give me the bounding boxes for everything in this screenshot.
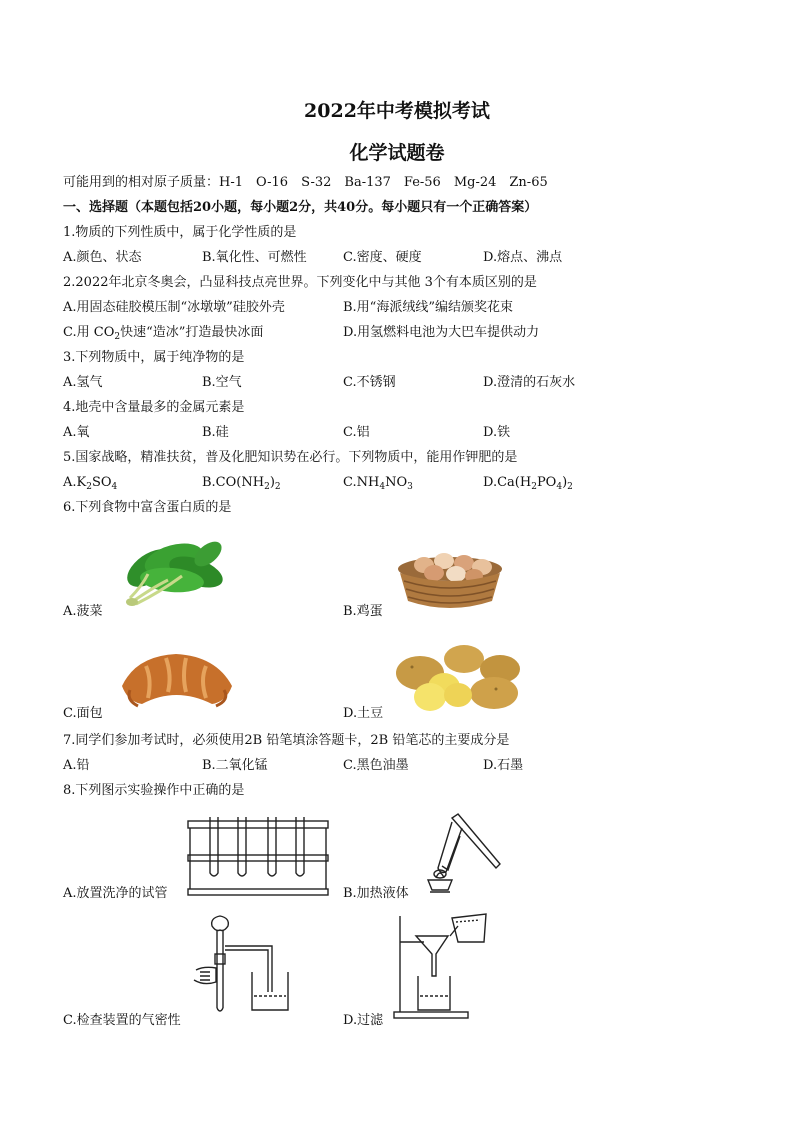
q7-stem: 7.同学们参加考试时，必须使用2B 铅笔填涂答题卡，2B 铅笔芯的主要成分是 bbox=[63, 733, 510, 748]
q7-option-c: C.黑色油墨 bbox=[343, 758, 409, 773]
q2-option-c: C.用 $CO_2$快速“造冰”打造最快冰面 bbox=[63, 325, 264, 342]
q4-stem: 4.地壳中含量最多的金属元素是 bbox=[63, 400, 245, 415]
atomic-masses: 可能用到的相对原子质量：H-1 O-16 S-32 Ba-137 Fe-56 Mg-24 Zn-65 bbox=[63, 175, 548, 190]
q1-stem: 1.物质的下列性质中，属于化学性质的是 bbox=[63, 225, 297, 240]
spinach-image bbox=[112, 528, 230, 610]
q1-option-c: C.密度、硬度 bbox=[343, 250, 422, 265]
q2-option-d: D.用氢燃料电池为大巴车提供动力 bbox=[343, 325, 540, 340]
airtightness-check-diagram bbox=[190, 912, 296, 1020]
q5-option-d: $D.Ca(H_2PO_4)_2$ bbox=[483, 475, 573, 492]
test-tube-rack-diagram bbox=[186, 815, 330, 897]
q4-option-b: B.硅 bbox=[202, 425, 229, 440]
q2-option-b: B.用“海派绒线”编结颁奖花束 bbox=[343, 300, 513, 315]
filtration-diagram bbox=[392, 912, 494, 1022]
q8-option-b: B.加热液体 bbox=[343, 886, 409, 901]
q3-option-c: C.不锈钢 bbox=[343, 375, 396, 390]
section-heading: 一、选择题（本题包括20小题，每小题2分，共40分。每小题只有一个正确答案） bbox=[63, 200, 538, 215]
q5-option-c: $C.NH_4NO_3$ bbox=[343, 475, 413, 492]
q8-option-c: C.检查装置的气密性 bbox=[63, 1013, 181, 1028]
q2-option-a: A.用固态硅胶模压制“冰墩墩”硅胶外壳 bbox=[63, 300, 285, 315]
q6-option-d: D.土豆 bbox=[343, 706, 384, 721]
q6-option-c: C.面包 bbox=[63, 706, 103, 721]
q4-option-d: D.铁 bbox=[483, 425, 511, 440]
q6-option-b: B.鸡蛋 bbox=[343, 604, 383, 619]
q3-stem: 3.下列物质中，属于纯净物的是 bbox=[63, 350, 245, 365]
q8-stem: 8.下列图示实验操作中正确的是 bbox=[63, 783, 245, 798]
heating-liquid-diagram bbox=[412, 808, 508, 896]
q4-option-a: A.氧 bbox=[63, 425, 90, 440]
egg-basket-image bbox=[394, 549, 506, 612]
q6-stem: 6.下列食物中富含蛋白质的是 bbox=[63, 500, 232, 515]
q1-option-d: D.熔点、沸点 bbox=[483, 250, 563, 265]
page-title: 2022年中考模拟考试 bbox=[304, 100, 490, 122]
q3-option-d: D.澄清的石灰水 bbox=[483, 375, 576, 390]
q6-option-a: A.菠菜 bbox=[63, 604, 103, 619]
q2-stem: 2.2022年北京冬奥会，凸显科技点亮世界。下列变化中与其他 3个有本质区别的是 bbox=[63, 275, 537, 290]
q7-option-a: A.铅 bbox=[63, 758, 90, 773]
q1-option-b: B.氧化性、可燃性 bbox=[202, 250, 307, 265]
q5-option-b: $B.CO(NH_2)_2$ bbox=[202, 475, 281, 492]
potato-image bbox=[392, 639, 522, 714]
q8-option-a: A.放置洗净的试管 bbox=[63, 886, 168, 901]
q8-option-d: D.过滤 bbox=[343, 1013, 384, 1028]
q7-option-d: D.石墨 bbox=[483, 758, 524, 773]
q4-option-c: C.铝 bbox=[343, 425, 370, 440]
q3-option-b: B.空气 bbox=[202, 375, 242, 390]
page-subtitle: 化学试题卷 bbox=[349, 142, 445, 164]
q7-option-b: B.二氧化锰 bbox=[202, 758, 268, 773]
q5-option-a: $A.K_2SO_4$ bbox=[63, 475, 118, 492]
q3-option-a: A.氢气 bbox=[63, 375, 103, 390]
q1-option-a: A.颜色、状态 bbox=[63, 250, 142, 265]
croissant-image bbox=[116, 646, 238, 712]
q5-stem: 5.国家战略，精准扶贫，普及化肥知识势在必行。下列物质中，能用作钾肥的是 bbox=[63, 450, 518, 465]
